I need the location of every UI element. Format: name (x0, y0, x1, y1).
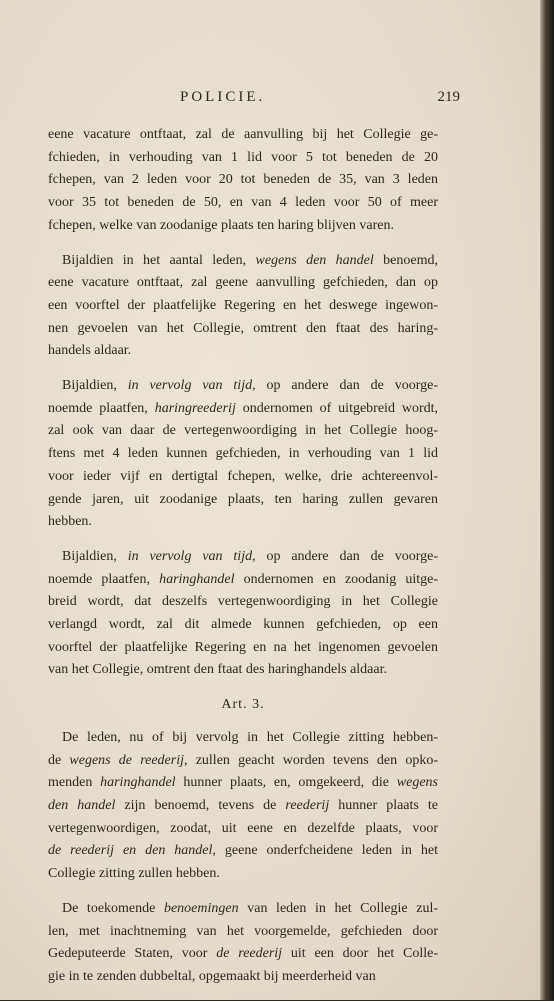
text-line: noemde plaatfen, haringreederij ondernomen of uitgebreid wordt, (48, 400, 438, 416)
text-line: Collegie zitting zullen hebben. (48, 866, 220, 882)
text-line: Bijaldien in het aantal leden, wegens den handel benoemd, (62, 252, 438, 268)
text-line: eene vacature ontftaat, zal geene aanvulling gefchieden, dan op (48, 275, 438, 291)
running-head: POLICIE. (180, 89, 266, 105)
text-line: hebben. (48, 514, 92, 530)
paragraph (48, 727, 438, 886)
paragraphs-before-article (48, 124, 438, 682)
text-line: noemde plaatfen, haringhandel ondernomen en zoodanig uitge- (48, 571, 438, 587)
text-line: de reederij en den handel, geene onderfcheidene leden in het (48, 843, 438, 859)
text-line: gende jaren, uit zoodanige plaats, ten haring zullen gevaren (48, 491, 438, 507)
text-line: fchepen, van 2 leden voor 20 tot beneden de 35, van 3 leden (48, 172, 438, 188)
text-line: eene vacature ontftaat, zal de aanvulling bij het Collegie ge- (48, 127, 438, 142)
paragraph (48, 546, 438, 682)
text-line: De toekomende benoemingen van leden in het Collegie zul- (62, 900, 438, 916)
text-line: Gedeputeerde Staten, voor de reederij uit een door het Colle- (48, 946, 439, 962)
article-heading: Art. 3. (221, 697, 265, 713)
text-line: gie in te zenden dubbeltal, opgemaakt bij meerderheid van (48, 968, 376, 984)
text-line: breid wordt, dat deszelfs vertegenwoordiging in het Collegie (48, 594, 438, 610)
text-line: van het Collegie, omtrent den ftaat des haringhandels aldaar. (48, 662, 387, 678)
text-line: voorftel der plaatfelijke Regering en na het ingenomen gevoelen (48, 639, 438, 655)
page-number: 219 (437, 89, 460, 105)
paragraphs-after-article (48, 727, 438, 989)
text-line: De leden, nu of bij vervolg in het Collegie zitting hebben- (62, 729, 438, 745)
paragraph (48, 124, 438, 238)
text-line: den handel zijn benoemd, tevens de reederij hunner plaats te (48, 797, 438, 813)
paragraph (48, 250, 438, 364)
page-edge-shadow (540, 0, 554, 1000)
text-line: nen gevoelen van het Collegie, omtrent den ftaat des haring- (48, 320, 438, 336)
text-line: voor 35 tot beneden de 50, en van 4 leden voor 50 of meer (48, 195, 438, 211)
text-line: fchepen, welke van zoodanige plaats ten haring blijven varen. (48, 217, 394, 233)
text-line: fchieden, in verhouding van 1 lid voor 5 tot beneden de 20 (48, 149, 438, 165)
text-line: Bijaldien, in vervolg van tijd, op andere dan de voorge- (62, 548, 438, 564)
text-line: vertegenwoordigen, zoodat, uit eene en dezelfde plaats, voor (48, 820, 438, 836)
text-line: voor ieder vijf en dertigtal fchepen, welke, drie achtereenvol- (48, 468, 438, 484)
text-line: de wegens de reederij, zullen geacht worden tevens den opko- (48, 752, 438, 768)
text-line: Bijaldien, in vervolg van tijd, op andere dan de voorge- (62, 378, 438, 394)
text-line: menden haringhandel hunner plaats, en, omgekeerd, die wegens (48, 775, 438, 791)
text-line: ftens met 4 leden kunnen gefchieden, in verhouding van 1 lid (48, 446, 438, 462)
page-header (48, 89, 460, 113)
text-line: verlangd wordt, zal dit almede kunnen gefchieden, op een (48, 617, 438, 633)
paragraph (48, 375, 438, 534)
text-line: zal ook van daar de vertegenwoordiging in het Collegie hoog- (48, 423, 438, 439)
text-line: een voorftel der plaatfelijke Regering en het deswege ingewon- (48, 297, 438, 313)
paragraph (48, 898, 438, 989)
text-line: handels aldaar. (48, 343, 132, 359)
text-line: len, met inachtneming van het voorgemelde, gefchieden door (48, 923, 438, 939)
page-body (48, 124, 438, 1001)
